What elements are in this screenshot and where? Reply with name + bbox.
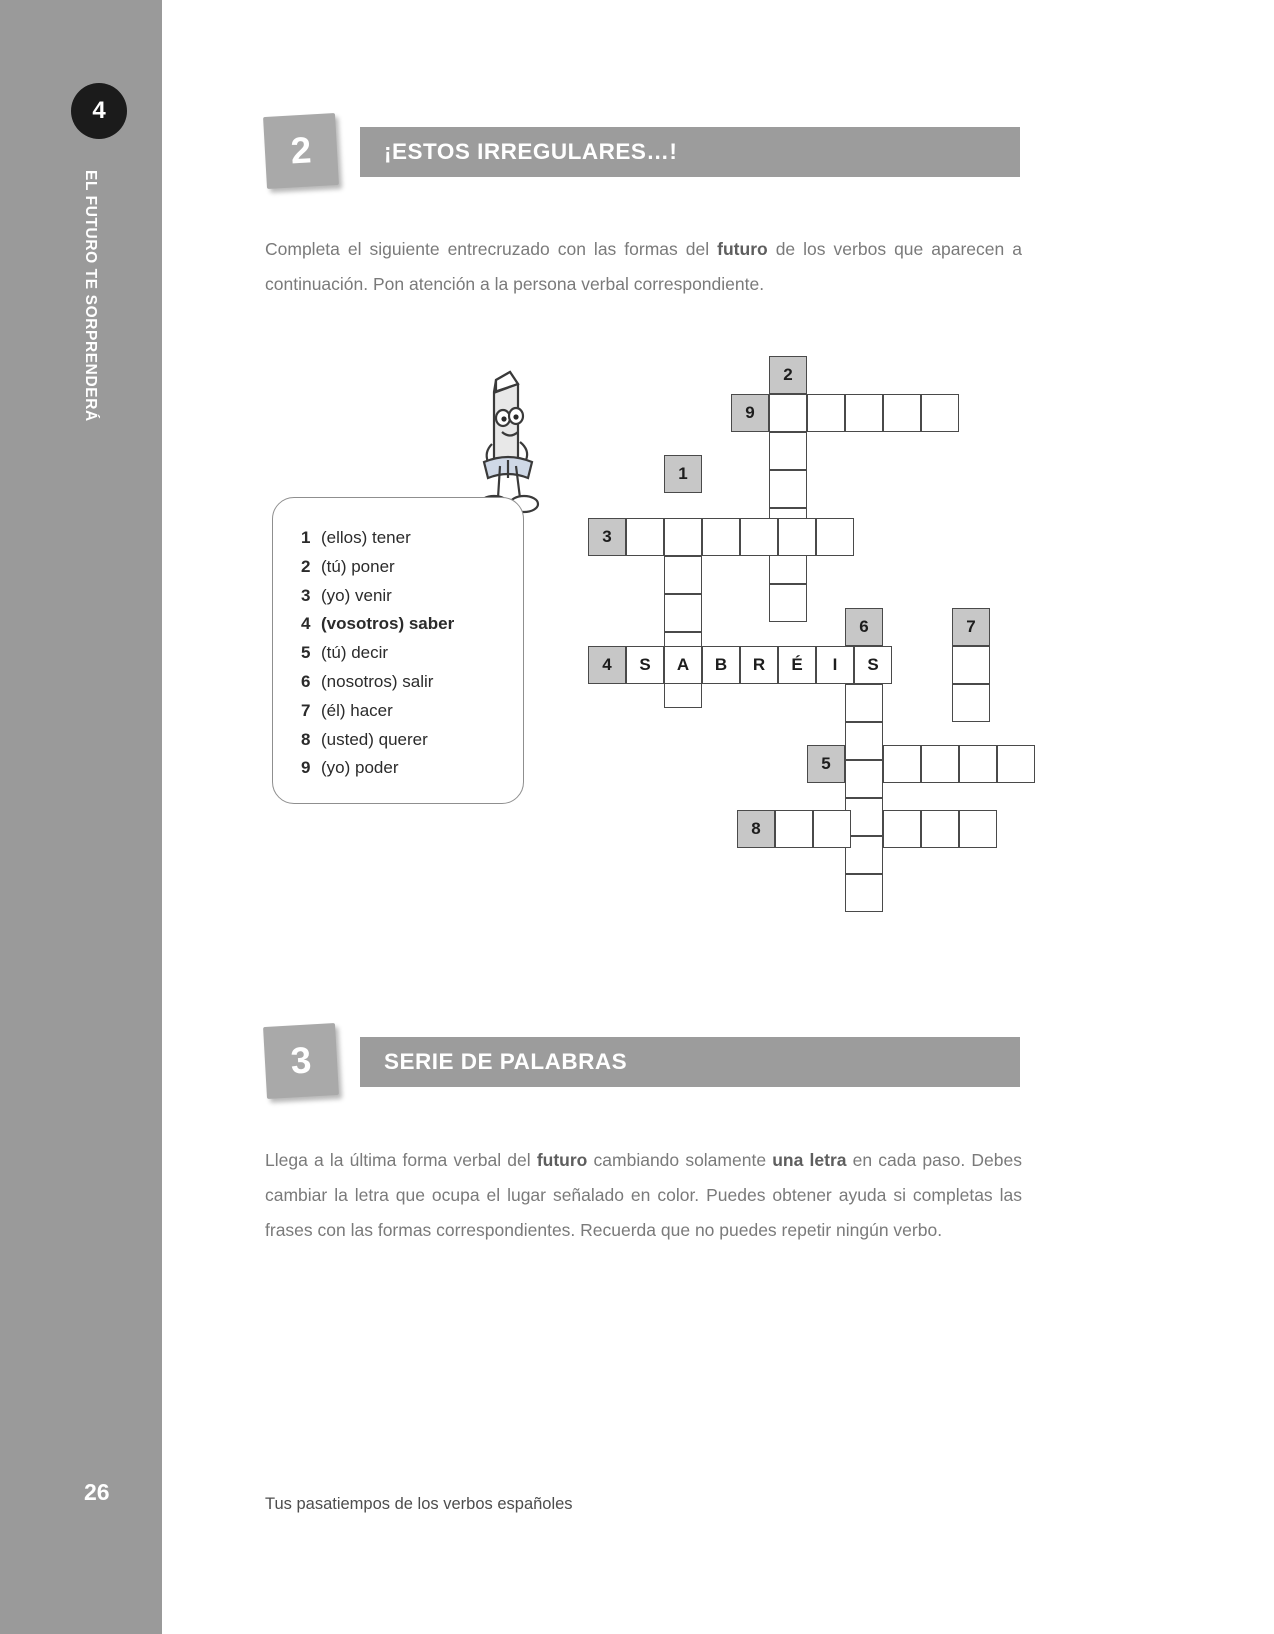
crossword-clue-cell: 4 — [588, 646, 626, 684]
crossword-cell[interactable] — [740, 518, 778, 556]
section-title-3: SERIE DE PALABRAS — [360, 1037, 1020, 1087]
crossword-cell[interactable] — [813, 810, 851, 848]
crossword-cell[interactable]: R — [740, 646, 778, 684]
crossword-cell[interactable] — [769, 584, 807, 622]
clue-text: (vosotros) saber — [321, 614, 455, 634]
crossword-clue-cell: 2 — [769, 356, 807, 394]
crossword-cell[interactable] — [702, 518, 740, 556]
list-item — [301, 524, 523, 553]
sidebar-chapter-title: EL FUTURO TE SORPRENDERÁ — [82, 170, 99, 422]
list-item — [301, 582, 523, 611]
crossword-cell[interactable] — [959, 745, 997, 783]
sidebar — [0, 0, 165, 1634]
crossword-cell[interactable] — [952, 684, 990, 722]
crossword-cell[interactable] — [845, 760, 883, 798]
crossword-cell[interactable] — [626, 518, 664, 556]
instructions-3: Llega a la última forma verbal del futuro cambiando solamente una letra en cada paso. Debes cambiar la letra que ocupa el lugar señalado en color. Puedes obtener ayuda si completas las frases con las formas correspondientes. Recuerda que no puedes repetir ningún verbo. — [265, 1150, 1022, 1240]
crossword-cell[interactable] — [807, 394, 845, 432]
crossword-cell[interactable] — [921, 745, 959, 783]
clue-number: 4 — [301, 614, 311, 634]
verb-clue-box — [272, 497, 524, 804]
clue-text: (yo) poder — [321, 758, 399, 778]
clue-number: 7 — [301, 700, 311, 720]
verb-clue-list — [273, 498, 523, 783]
crossword-cell[interactable] — [921, 810, 959, 848]
list-item — [301, 639, 523, 668]
clue-text: (yo) venir — [321, 585, 392, 605]
crossword-clue-cell: 7 — [952, 608, 990, 646]
list-item — [301, 668, 523, 697]
section-number-2: 2 — [263, 113, 339, 189]
crossword-cell[interactable]: S — [626, 646, 664, 684]
clue-text: (tú) poner — [321, 556, 395, 576]
crossword-clue-cell: 9 — [731, 394, 769, 432]
crossword-cell[interactable] — [664, 594, 702, 632]
crossword-cell[interactable] — [845, 394, 883, 432]
crossword-cell[interactable]: B — [702, 646, 740, 684]
clue-number: 8 — [301, 729, 311, 749]
crossword-cell[interactable]: S — [854, 646, 892, 684]
crossword-cell[interactable] — [845, 722, 883, 760]
list-item — [301, 610, 523, 639]
clue-number: 6 — [301, 671, 311, 691]
crossword-cell[interactable] — [997, 745, 1035, 783]
crossword-cell[interactable]: A — [664, 646, 702, 684]
list-item — [301, 553, 523, 582]
section-title-2: ¡ESTOS IRREGULARES…! — [360, 127, 1020, 177]
crossword-cell[interactable] — [883, 745, 921, 783]
crossword-cell[interactable] — [769, 470, 807, 508]
clue-number: 2 — [301, 556, 311, 576]
clue-text: (nosotros) salir — [321, 671, 434, 691]
crossword-cell[interactable] — [664, 556, 702, 594]
page-content — [168, 0, 1274, 1634]
clue-number: 5 — [301, 643, 311, 663]
crossword-cell[interactable] — [883, 394, 921, 432]
clue-number: 9 — [301, 758, 311, 778]
list-item — [301, 697, 523, 726]
instructions-2: Completa el siguiente entrecruzado con las formas del futuro de los verbos que aparecen a continuación. Pon atención a la persona verbal correspondiente. — [265, 239, 1022, 294]
crossword-cell[interactable] — [816, 518, 854, 556]
crossword-cell[interactable] — [778, 518, 816, 556]
crossword-cell[interactable] — [883, 810, 921, 848]
list-item — [301, 754, 523, 783]
crossword-cell[interactable] — [775, 810, 813, 848]
clue-text: (él) hacer — [321, 700, 393, 720]
page-number: 26 — [84, 1479, 110, 1505]
clue-text: (ellos) tener — [321, 528, 411, 547]
section-number-3: 3 — [263, 1023, 339, 1099]
crossword-cell[interactable] — [921, 394, 959, 432]
crossword-cell[interactable]: I — [816, 646, 854, 684]
crossword-cell[interactable] — [769, 394, 807, 432]
crossword-clue-cell: 3 — [588, 518, 626, 556]
clue-text: (usted) querer — [321, 729, 428, 749]
clue-number: 1 — [301, 528, 311, 547]
footer-text: Tus pasatiempos de los verbos españoles — [265, 1495, 573, 1513]
crossword-cell[interactable] — [952, 646, 990, 684]
crossword-clue-cell: 5 — [807, 745, 845, 783]
crossword-cell[interactable] — [845, 684, 883, 722]
crossword-cell[interactable] — [769, 432, 807, 470]
chapter-badge: 4 — [71, 83, 127, 139]
crossword-clue-cell: 6 — [845, 608, 883, 646]
clue-number: 3 — [301, 585, 311, 605]
crossword-clue-cell: 1 — [664, 455, 702, 493]
clue-text: (tú) decir — [321, 643, 389, 663]
crossword-cell[interactable] — [664, 518, 702, 556]
crossword-cell[interactable] — [845, 874, 883, 912]
crossword-cell[interactable]: É — [778, 646, 816, 684]
list-item — [301, 726, 523, 755]
crossword-cell[interactable] — [959, 810, 997, 848]
crossword-clue-cell: 8 — [737, 810, 775, 848]
